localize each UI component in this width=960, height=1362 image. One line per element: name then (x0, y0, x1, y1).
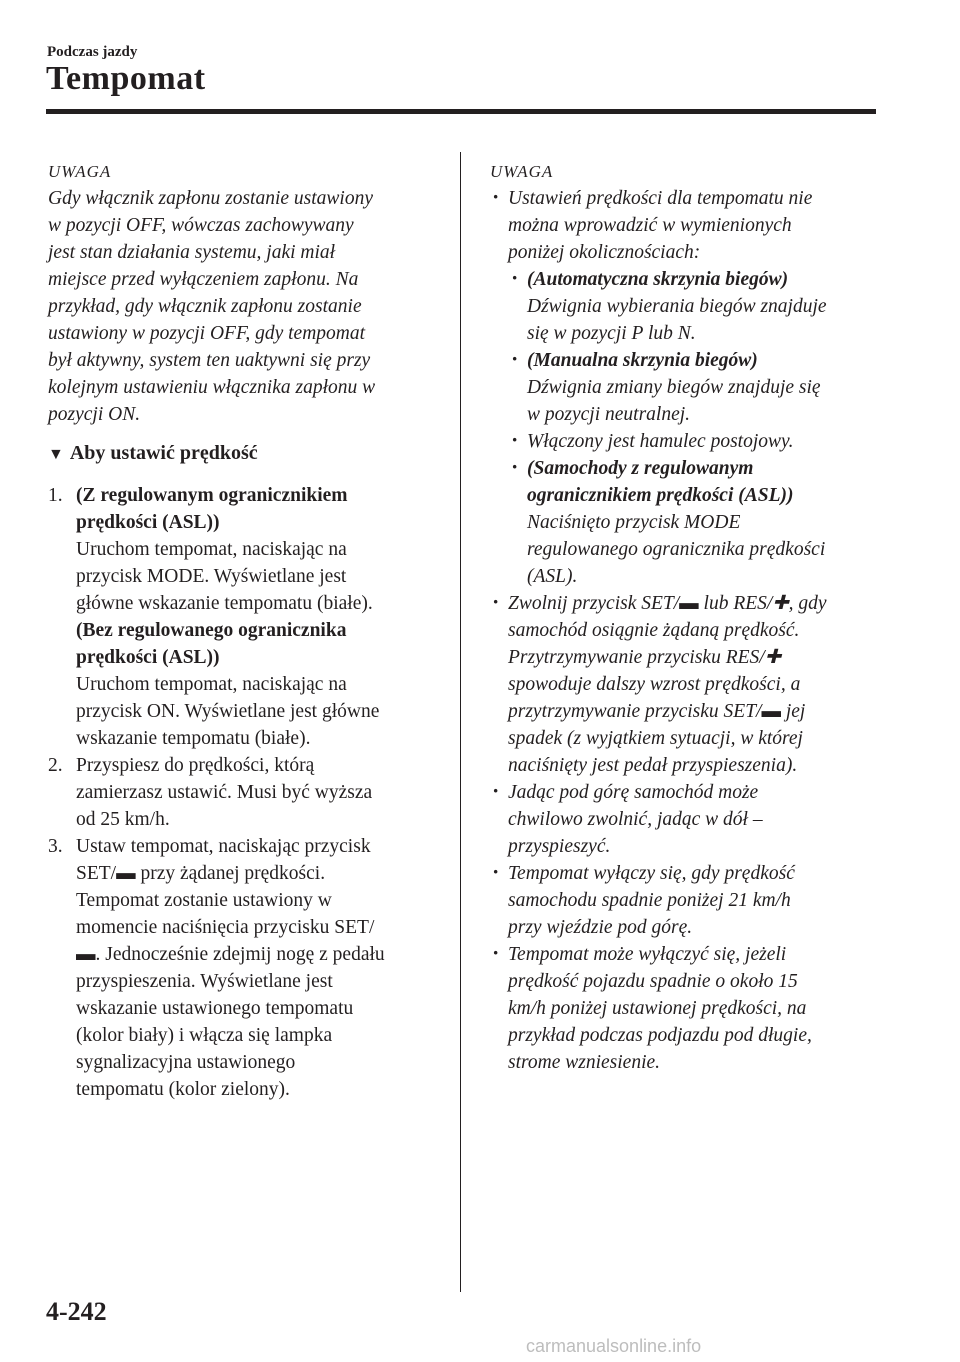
bullet-line: spowoduje dalszy wzrost prędkości, a (508, 674, 801, 695)
step-line: ▬. Jednocześnie zdejmij nogę z pedału (76, 944, 385, 965)
bullet-line: · Tempomat wyłączy się, gdy prędkość (508, 863, 795, 884)
note-bullet (490, 779, 890, 860)
step-number: 1. (48, 485, 63, 506)
step-line: prędkości (ASL)) (76, 647, 220, 668)
bullet-line: Naciśnięto przycisk MODE (527, 512, 741, 533)
step-line: SET/▬ przy żądanej prędkości. (76, 863, 326, 884)
page-number: 4-242 (46, 1297, 107, 1326)
note-heading: UWAGA (48, 162, 112, 181)
bullet-line: samochodu spadnie poniżej 21 km/h (508, 890, 791, 911)
step-line: Ustaw tempomat, naciskając przycisk (76, 836, 371, 857)
bullet-line: Przytrzymywanie przycisku RES/✚ (508, 647, 782, 668)
subheading-text: Aby ustawić prędkość (69, 442, 258, 464)
bullet-line: spadek (z wyjątkiem sytuacji, w której (508, 728, 803, 749)
bullet-line: przyspieszyć. (508, 836, 611, 857)
sub-bullet (509, 455, 890, 590)
note-bullets (490, 185, 890, 1076)
bullet-line: · (Manualna skrzynia biegów) (527, 350, 758, 371)
note-line: ustawiony w pozycji OFF, gdy tempomat (48, 323, 366, 344)
bullet-line: · Zwolnij przycisk SET/▬ lub RES/✚, gdy (508, 593, 827, 614)
step-line: prędkości (ASL)) (76, 512, 220, 533)
step-line: (Bez regulowanego ogranicznika (76, 620, 347, 641)
bullet-line: · (Automatyczna skrzynia biegów) (527, 269, 789, 290)
step-line: główne wskazanie tempomatu (białe). (76, 593, 373, 614)
note-body (48, 185, 443, 428)
step-line: (kolor biały) i włącza się lampka (76, 1025, 333, 1046)
bullet-line: przykład podczas podjazdu pod długie, (508, 1025, 812, 1046)
watermark: carmanualsonline.info (526, 1336, 702, 1356)
bullet-line: chwilowo zwolnić, jadąc w dół – (508, 809, 763, 830)
bullet-line: przy wjeździe pod górę. (508, 917, 693, 938)
note-line: pozycji ON. (48, 404, 141, 425)
step-line: Tempomat zostanie ustawiony w (76, 890, 332, 911)
step-line: momencie naciśnięcia przycisku SET/ (76, 917, 375, 938)
bullet-line: (ASL). (527, 566, 578, 587)
step-line: wskazanie tempomatu (białe). (76, 728, 311, 749)
note-line: przykład, gdy włącznik zapłonu zostanie (48, 296, 362, 317)
bullet-line: naciśnięty jest pedał przyspieszenia). (508, 755, 798, 776)
step-line: Przyspiesz do prędkości, którą (76, 755, 315, 776)
note-line: Gdy włącznik zapłonu zostanie ustawiony (48, 188, 373, 209)
bullet-line: km/h poniżej ustawionej prędkości, na (508, 998, 807, 1019)
steps-list (48, 482, 443, 1103)
subheading (48, 440, 443, 468)
sub-bullet (509, 347, 890, 428)
note-line: jest stan działania systemu, jaki miał (48, 242, 336, 263)
triangle-down-icon: ▼ (48, 446, 64, 463)
note-bullet (490, 860, 890, 941)
bullet-line: się w pozycji P lub N. (527, 323, 696, 344)
note-bullet (490, 185, 890, 266)
step-item (48, 833, 443, 1103)
note-line: w pozycji OFF, wówczas zachowywany (48, 215, 354, 236)
bullet-line: przytrzymywanie przycisku SET/▬ jej (508, 701, 806, 722)
title-rule (46, 109, 876, 114)
step-line: przycisk MODE. Wyświetlane jest (76, 566, 347, 587)
note-bullet (490, 941, 890, 1076)
note-line: miejsce przed wyłączeniem zapłonu. Na (48, 269, 359, 290)
step-number: 2. (48, 755, 63, 776)
sub-bullet (509, 266, 890, 347)
note-line: był aktywny, system ten uaktywni się przy (48, 350, 371, 371)
bullet-line: · Tempomat może wyłączyć się, jeżeli (508, 944, 787, 965)
note-bullet (490, 590, 890, 779)
bullet-line: · Włączony jest hamulec postojowy. (527, 431, 794, 452)
bullet-line: · (Samochody z regulowanym (527, 458, 754, 479)
bullet-line: można wprowadzić w wymienionych (508, 215, 792, 236)
bullet-line: poniżej okolicznościach: (508, 242, 701, 263)
step-line: od 25 km/h. (76, 809, 170, 830)
step-item (48, 482, 443, 752)
step-line: tempomatu (kolor zielony). (76, 1079, 290, 1100)
right-column (490, 155, 890, 1076)
bullet-line: samochód osiągnie żądaną prędkość. (508, 620, 800, 641)
bullet-line: Dźwignia zmiany biegów znajduje się (527, 377, 821, 398)
note-heading-right: UWAGA (490, 162, 554, 181)
step-line: (Z regulowanym ogranicznikiem (76, 485, 348, 506)
step-line: Uruchom tempomat, naciskając na (76, 539, 347, 560)
section-label: Podczas jazdy (47, 44, 138, 60)
step-number: 3. (48, 836, 63, 857)
step-line: Uruchom tempomat, naciskając na (76, 674, 347, 695)
bullet-line: ogranicznikiem prędkości (ASL)) (527, 485, 794, 506)
sub-bullet (509, 428, 890, 455)
note-line: kolejnym ustawieniu włącznika zapłonu w (48, 377, 376, 398)
page-title: Tempomat (46, 60, 206, 97)
bullet-line: · Ustawień prędkości dla tempomatu nie (508, 188, 813, 209)
bullet-line: Dźwignia wybierania biegów znajduje (527, 296, 827, 317)
bullet-line: strome wzniesienie. (508, 1052, 661, 1073)
step-line: wskazanie ustawionego tempomatu (76, 998, 354, 1019)
step-line: przyspieszenia. Wyświetlane jest (76, 971, 333, 992)
bullet-line: prędkość pojazdu spadnie o około 15 (508, 971, 798, 992)
left-column (48, 155, 443, 1103)
step-line: sygnalizacyjna ustawionego (76, 1052, 296, 1073)
step-line: przycisk ON. Wyświetlane jest główne (76, 701, 380, 722)
bullet-line: w pozycji neutralnej. (527, 404, 691, 425)
step-line: zamierzasz ustawić. Musi być wyższa (76, 782, 373, 803)
bullet-line: regulowanego ogranicznika prędkości (527, 539, 826, 560)
column-divider (460, 152, 461, 1292)
bullet-line: · Jadąc pod górę samochód może (508, 782, 759, 803)
step-item (48, 752, 443, 833)
